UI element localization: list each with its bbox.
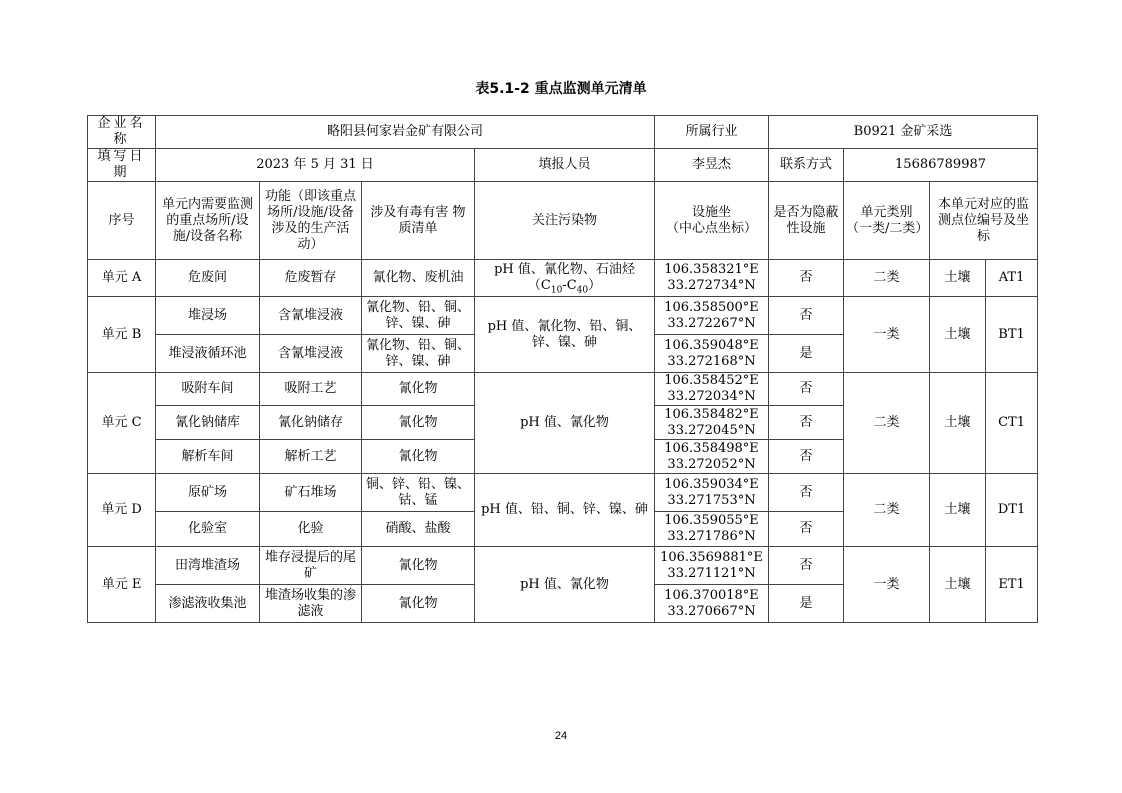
facility-cell: 原矿场 bbox=[156, 474, 260, 512]
longitude: 106.358452°E bbox=[664, 373, 759, 388]
hidden-cell: 否 bbox=[769, 297, 844, 335]
point-cell: AT1 bbox=[986, 260, 1038, 297]
coords-cell bbox=[655, 474, 769, 512]
pollutants-range-close: ） bbox=[588, 278, 602, 293]
substances-cell: 硝酸、盐酸 bbox=[362, 512, 475, 547]
facility-cell: 危废间 bbox=[156, 260, 260, 297]
filler-value: 李昱杰 bbox=[655, 149, 769, 182]
latitude: 33.271786°N bbox=[667, 529, 756, 544]
header-row bbox=[88, 182, 1038, 260]
unit-name: 单元 D bbox=[88, 474, 156, 547]
hidden-cell: 否 bbox=[769, 440, 844, 474]
table-row bbox=[88, 297, 1038, 335]
contact-value: 15686789987 bbox=[844, 149, 1038, 182]
function-cell: 危废暂存 bbox=[260, 260, 362, 297]
hidden-cell: 否 bbox=[769, 474, 844, 512]
header-seq: 序号 bbox=[88, 182, 156, 260]
hidden-cell: 否 bbox=[769, 373, 844, 406]
coords-cell bbox=[655, 406, 769, 440]
longitude: 106.358321°E bbox=[664, 262, 759, 277]
pollutants-cell: pH 值、氰化物、铅、铜、锌、镍、砷 bbox=[475, 297, 655, 373]
longitude: 106.359034°E bbox=[664, 476, 759, 492]
date-value: 2023 年 5 月 31 日 bbox=[156, 149, 475, 182]
page-number: 24 bbox=[554, 730, 568, 742]
unit-name: 单元 C bbox=[88, 373, 156, 474]
header-point: 本单元对应的监测点位编号及坐标 bbox=[930, 182, 1038, 260]
pollutants-cell: pH 值、铅、铜、锌、镍、砷 bbox=[475, 474, 655, 547]
unit-name: 单元 E bbox=[88, 547, 156, 623]
facility-cell: 解析车间 bbox=[156, 440, 260, 474]
latitude: 33.270667°N bbox=[667, 603, 756, 619]
medium-cell: 土壤 bbox=[930, 373, 986, 474]
header-substances: 涉及有毒有害 物质清单 bbox=[362, 182, 475, 260]
latitude: 33.272734°N bbox=[667, 278, 756, 293]
latitude: 33.271121°N bbox=[667, 565, 756, 581]
function-cell: 堆存浸提后的尾矿 bbox=[260, 547, 362, 585]
latitude: 33.272052°N bbox=[667, 456, 756, 472]
key-monitoring-unit-table bbox=[87, 115, 1038, 623]
carbon-subscript: 40 bbox=[576, 285, 589, 296]
substances-cell: 氰化物 bbox=[362, 406, 475, 440]
facility-cell: 化验室 bbox=[156, 512, 260, 547]
medium-cell: 土壤 bbox=[930, 547, 986, 623]
table-title: 表5.1-2 重点监测单元清单 bbox=[475, 81, 647, 97]
longitude: 106.358482°E bbox=[664, 406, 759, 422]
point-cell: ET1 bbox=[986, 547, 1038, 623]
coords-cell bbox=[655, 585, 769, 623]
category-cell: 二类 bbox=[844, 474, 930, 547]
carbon-subscript: 10 bbox=[550, 285, 563, 296]
function-cell: 含氰堆浸液 bbox=[260, 335, 362, 373]
filler-label: 填报人员 bbox=[475, 149, 655, 182]
longitude: 106.359048°E bbox=[664, 337, 759, 353]
header-pollutants: 关注污染物 bbox=[475, 182, 655, 260]
substances-cell: 氰化物 bbox=[362, 547, 475, 585]
substances-cell: 氰化物、废机油 bbox=[362, 260, 475, 297]
header-hidden: 是否为隐蔽性设施 bbox=[769, 182, 844, 260]
substances-cell: 氰化物 bbox=[362, 440, 475, 474]
facility-cell: 渗滤液收集池 bbox=[156, 585, 260, 623]
medium-cell: 土壤 bbox=[930, 297, 986, 373]
hidden-cell: 否 bbox=[769, 406, 844, 440]
pollutants-main: pH 值、氰化物、石油烃 bbox=[494, 262, 635, 277]
info-row-date bbox=[88, 149, 1038, 182]
company-value: 略阳县何家岩金矿有限公司 bbox=[156, 116, 655, 149]
table-row bbox=[88, 260, 1038, 297]
pollutants-range-open: （C bbox=[527, 278, 551, 293]
coords-cell bbox=[655, 260, 769, 297]
unit-name: 单元 A bbox=[88, 260, 156, 297]
table-row bbox=[88, 474, 1038, 512]
medium-cell: 土壤 bbox=[930, 260, 986, 297]
hidden-cell: 否 bbox=[769, 512, 844, 547]
header-coords: 设施坐 （中心点坐标） bbox=[655, 182, 769, 260]
coords-cell bbox=[655, 440, 769, 474]
coords-cell bbox=[655, 297, 769, 335]
medium-cell: 土壤 bbox=[930, 474, 986, 547]
latitude: 33.272045°N bbox=[667, 422, 756, 438]
category-cell: 一类 bbox=[844, 297, 930, 373]
facility-cell: 堆浸场 bbox=[156, 297, 260, 335]
unit-name: 单元 B bbox=[88, 297, 156, 373]
longitude: 106.358500°E bbox=[664, 299, 759, 315]
longitude: 106.3569881°E bbox=[660, 549, 763, 565]
latitude: 33.272034°N bbox=[667, 389, 756, 404]
coords-cell bbox=[655, 512, 769, 547]
facility-cell: 吸附车间 bbox=[156, 373, 260, 406]
longitude: 106.370018°E bbox=[664, 587, 759, 603]
point-cell: DT1 bbox=[986, 474, 1038, 547]
function-cell: 化验 bbox=[260, 512, 362, 547]
function-cell: 解析工艺 bbox=[260, 440, 362, 474]
category-cell: 二类 bbox=[844, 373, 930, 474]
pollutants-cell: pH 值、氰化物 bbox=[475, 373, 655, 474]
pollutants-range-dash: -C bbox=[562, 278, 577, 293]
table-row bbox=[88, 373, 1038, 406]
industry-label: 所属行业 bbox=[655, 116, 769, 149]
substances-cell: 铜、锌、铅、镍、钴、锰 bbox=[362, 474, 475, 512]
header-facility: 单元内需要监测的重点场所/设施/设备名称 bbox=[156, 182, 260, 260]
latitude: 33.272168°N bbox=[667, 353, 756, 369]
company-label: 企业名称 bbox=[88, 116, 156, 149]
function-cell: 堆渣场收集的渗滤液 bbox=[260, 585, 362, 623]
longitude: 106.358498°E bbox=[664, 440, 759, 456]
pollutants-cell bbox=[475, 260, 655, 297]
function-cell: 矿石堆场 bbox=[260, 474, 362, 512]
table-row bbox=[88, 547, 1038, 585]
substances-cell: 氰化物、铅、铜、锌、镍、砷 bbox=[362, 297, 475, 335]
coords-cell bbox=[655, 335, 769, 373]
date-label: 填写日期 bbox=[88, 149, 156, 182]
coords-cell bbox=[655, 373, 769, 406]
facility-cell: 氰化钠储库 bbox=[156, 406, 260, 440]
point-cell: CT1 bbox=[986, 373, 1038, 474]
hidden-cell: 否 bbox=[769, 547, 844, 585]
longitude: 106.359055°E bbox=[664, 513, 759, 528]
latitude: 33.271753°N bbox=[667, 492, 756, 508]
industry-value: B0921 金矿采选 bbox=[769, 116, 1038, 149]
pollutants-cell: pH 值、氰化物 bbox=[475, 547, 655, 623]
point-cell: BT1 bbox=[986, 297, 1038, 373]
category-cell: 二类 bbox=[844, 260, 930, 297]
facility-cell: 田湾堆渣场 bbox=[156, 547, 260, 585]
function-cell: 吸附工艺 bbox=[260, 373, 362, 406]
function-cell: 含氰堆浸液 bbox=[260, 297, 362, 335]
facility-cell: 堆浸液循环池 bbox=[156, 335, 260, 373]
coords-cell bbox=[655, 547, 769, 585]
hidden-cell: 否 bbox=[769, 260, 844, 297]
contact-label: 联系方式 bbox=[769, 149, 844, 182]
info-row-company bbox=[88, 116, 1038, 149]
category-cell: 一类 bbox=[844, 547, 930, 623]
header-category: 单元类别 （一类/二类） bbox=[844, 182, 930, 260]
function-cell: 氰化钠储存 bbox=[260, 406, 362, 440]
header-function: 功能（即该重点场所/设施/设备涉及的生产活动） bbox=[260, 182, 362, 260]
hidden-cell: 是 bbox=[769, 585, 844, 623]
substances-cell: 氰化物、铅、铜、锌、镍、砷 bbox=[362, 335, 475, 373]
hidden-cell: 是 bbox=[769, 335, 844, 373]
substances-cell: 氰化物 bbox=[362, 585, 475, 623]
substances-cell: 氰化物 bbox=[362, 373, 475, 406]
latitude: 33.272267°N bbox=[667, 315, 756, 331]
